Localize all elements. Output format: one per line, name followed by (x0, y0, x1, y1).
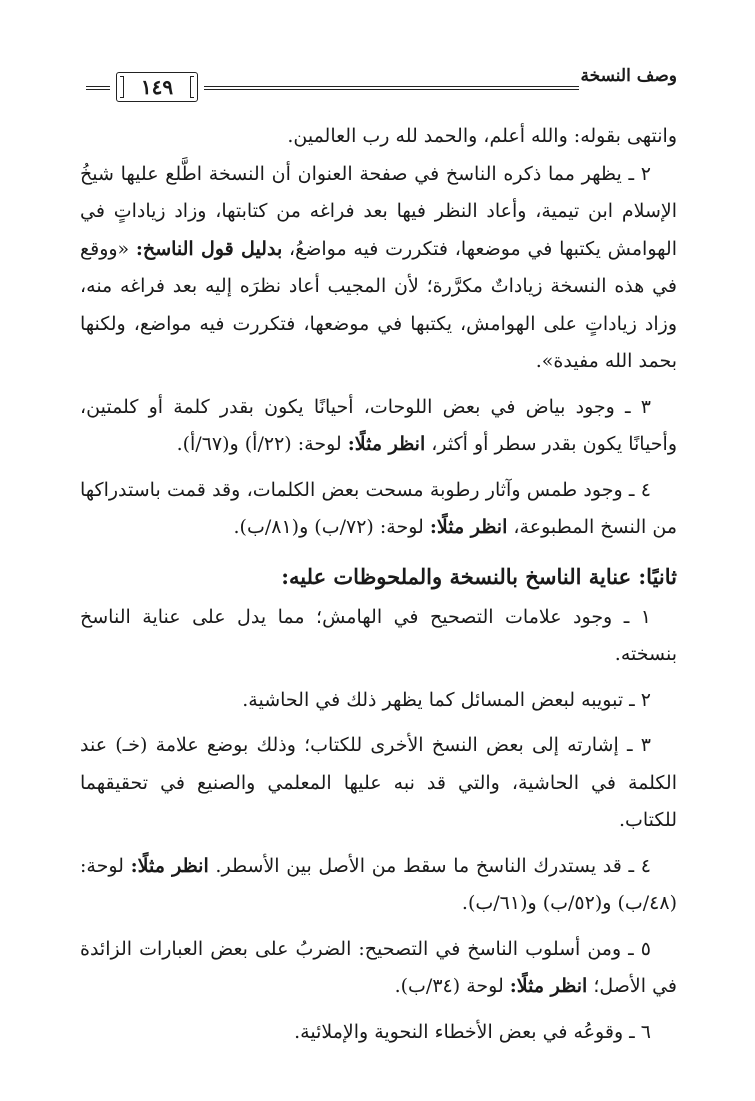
paragraph-text: «ووقع في هذه النسخة زياداتٌ مكرَّرة؛ لأن المجيب أعاد نظرَه إليه بعد فراغه منه، وزاد زياداتٍ على الهوامش، يكتبها في موضعها، فتكررت فيه مواضع، ولكنها بحمد الله مفيدة». (80, 237, 677, 372)
list-item: ٦ ـ وقوعُه في بعض الأخطاء النحوية والإملائية. (294, 1020, 651, 1043)
header-rule-left (86, 86, 110, 90)
page-number (116, 72, 198, 102)
list-item: ١ ـ وجود علامات التصحيح في الهامش؛ مما يدل على عناية الناسخ بنسخته. (80, 605, 677, 665)
paragraph (80, 472, 677, 547)
paragraph-text: ٣ ـ وجود بياض في بعض اللوحات، أحيانًا يكون بقدر كلمة أو كلمتين، وأحيانًا يكون بقدر سطر أو أكثر، (80, 395, 677, 455)
section-heading: ثانيًا: عناية الناسخ بالنسخة والملحوظات عليه: (281, 563, 677, 589)
paragraph-text: لوحة (٣٤/ب). (394, 975, 510, 997)
paragraph-text: لوحة: (٤٨/ب) و(٥٢/ب) و(٦١/ب). (80, 854, 677, 914)
list-item (80, 848, 677, 923)
bold-phrase: بدليل قول الناسخ: (135, 237, 283, 260)
paragraph-text: ٢ ـ يظهر مما ذكره الناسخ في صفحة العنوان أن النسخة اطَّلع عليها شيخُ الإسلام ابن تيمية، وأعاد النظر فيها بعد فراغه من كتابتها، وزاد زياداتٍ في الهوامش يكتبها في موضعها، فتكررت فيه مواضعُ، (80, 162, 677, 260)
list-item: ٢ ـ تبويبه لبعض المسائل كما يظهر ذلك في الحاشية. (242, 688, 651, 711)
list-item (80, 931, 677, 1006)
bold-phrase: انظر مثلًا: (429, 516, 508, 538)
bold-phrase: انظر مثلًا: (509, 975, 588, 997)
bold-phrase: انظر مثلًا: (130, 854, 209, 877)
page-body (80, 118, 677, 1051)
paragraph: وانتهى بقوله: والله أعلم، والحمد لله رب العالمين. (287, 125, 677, 147)
page-number-text: ١٤٩ (140, 75, 174, 99)
paragraph-text: لوحة: (٧٢/ب) و(٨١/ب). (233, 516, 430, 538)
header-rule (204, 86, 579, 90)
page-header (86, 66, 677, 106)
bold-phrase: انظر مثلًا: (347, 433, 426, 455)
paragraph-text: ٤ ـ وجود طمس وآثار رطوبة مسحت بعض الكلمات، وقد قمت باستدراكها من النسخ المطبوعة، (80, 478, 677, 538)
paragraph-text: ٤ ـ قد يستدرك الناسخ ما سقط من الأصل بين الأسطر. (208, 854, 651, 877)
paragraph (80, 389, 677, 464)
paragraph-text: لوحة: (٢٢/أ) و(٦٧/أ). (176, 433, 348, 455)
paragraph-text: ٥ ـ ومن أسلوب الناسخ في التصحيح: الضربُ على بعض العبارات الزائدة في الأصل؛ (80, 937, 677, 997)
running-title: وصف النسخة (580, 66, 677, 86)
paragraph (80, 156, 677, 381)
list-item: ٣ ـ إشارته إلى بعض النسخ الأخرى للكتاب؛ وذلك بوضع علامة (خـ) عند الكلمة في الحاشية، والتي قد نبه عليها المعلمي والصنيع في تحقيقهما للكتاب. (80, 734, 677, 831)
